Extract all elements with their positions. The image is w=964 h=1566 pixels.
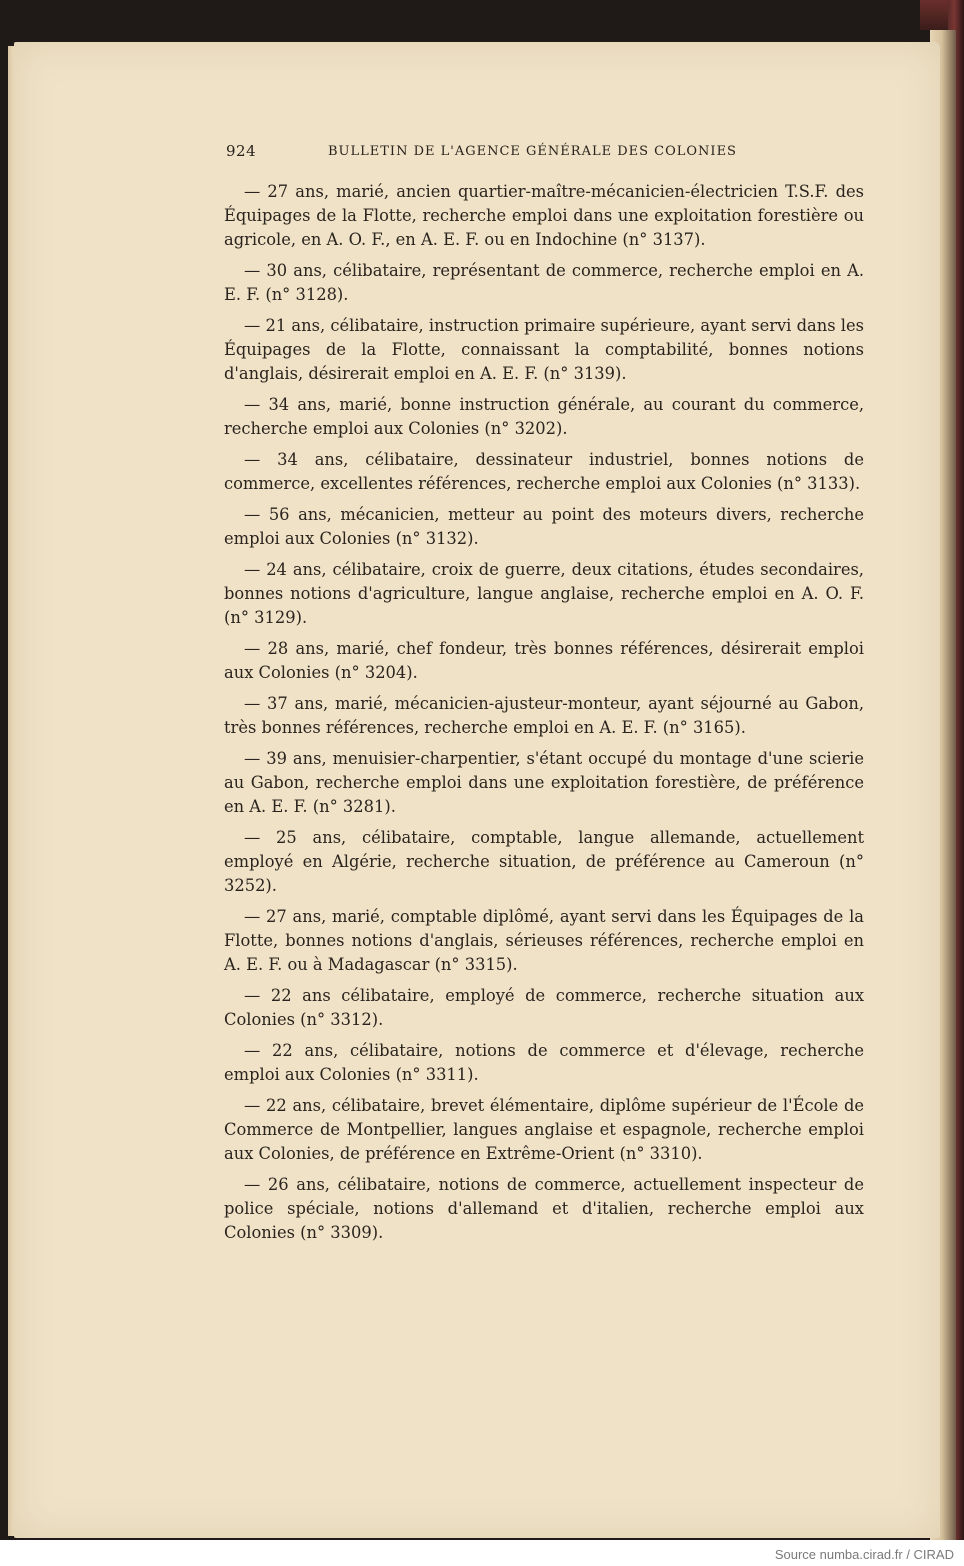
listing-entry: — 21 ans, célibataire, instruction primaire supérieure, ayant servi dans les Équipages de la Flotte, connaissant la comptabilité, bonnes notions d'anglais, désirerait emploi en A. E. F. (n° 3139). bbox=[224, 316, 864, 383]
listing-entry: — 34 ans, célibataire, dessinateur industriel, bonnes notions de commerce, excellentes références, recherche emploi aux Colonies (n° 3133). bbox=[224, 450, 864, 493]
page-number: 924 bbox=[226, 142, 257, 160]
listing-entry: — 27 ans, marié, ancien quartier-maître-mécanicien-électricien T.S.F. des Équipages de la Flotte, recherche emploi dans une exploitation forestière ou agricole, en A. O. F., en A. E. F. ou en Indochine (n° 3137). bbox=[224, 182, 864, 249]
listing-entry: — 26 ans, célibataire, notions de commerce, actuellement inspecteur de police spéciale, notions d'allemand et d'italien, recherche emploi aux Colonies (n° 3309). bbox=[224, 1175, 864, 1242]
listing-entry: — 34 ans, marié, bonne instruction générale, au courant du commerce, recherche emploi aux Colonies (n° 3202). bbox=[224, 395, 864, 438]
listing-entry: — 22 ans, célibataire, notions de commerce et d'élevage, recherche emploi aux Colonies (n° 3311). bbox=[224, 1041, 864, 1084]
listing-entry: — 28 ans, marié, chef fondeur, très bonnes références, désirerait emploi aux Colonies (n° 3204). bbox=[224, 639, 864, 682]
listing-entry: — 30 ans, célibataire, représentant de commerce, recherche emploi en A. E. F. (n° 3128). bbox=[224, 261, 864, 304]
listing-entry: — 37 ans, marié, mécanicien-ajusteur-monteur, ayant séjourné au Gabon, très bonnes références, recherche emploi en A. E. F. (n° 3165). bbox=[224, 694, 864, 737]
listing-entry: — 39 ans, menuisier-charpentier, s'étant occupé du montage d'une scierie au Gabon, recherche emploi dans une exploitation forestière, de préférence en A. E. F. (n° 3281). bbox=[224, 749, 864, 816]
listing-entry: — 22 ans célibataire, employé de commerce, recherche situation aux Colonies (n° 3312). bbox=[224, 986, 864, 1029]
source-credit: Source numba.cirad.fr / CIRAD bbox=[774, 1547, 954, 1562]
classified-listings bbox=[224, 180, 864, 1252]
listing-entry: — 27 ans, marié, comptable diplômé, ayant servi dans les Équipages de la Flotte, bonnes notions d'anglais, sérieuses références, recherche emploi en A. E. F. ou à Madagascar (n° 3315). bbox=[224, 907, 864, 974]
listing-entry: — 56 ans, mécanicien, metteur au point des moteurs divers, recherche emploi aux Colonies (n° 3132). bbox=[224, 505, 864, 548]
running-title: BULLETIN DE L'AGENCE GÉNÉRALE DES COLONIES bbox=[328, 144, 737, 159]
listing-entry: — 22 ans, célibataire, brevet élémentaire, diplôme supérieur de l'École de Commerce de Montpellier, langues anglaise et espagnole, recherche emploi aux Colonies, de préférence en Extrême-Orient (n° 3310). bbox=[224, 1096, 864, 1163]
listing-entry: — 25 ans, célibataire, comptable, langue allemande, actuellement employé en Algérie, recherche situation, de préférence au Cameroun (n° 3252). bbox=[224, 828, 864, 895]
running-header bbox=[212, 142, 772, 166]
listing-entry: — 24 ans, célibataire, croix de guerre, deux citations, études secondaires, bonnes notions d'agriculture, langue anglaise, recherche emploi en A. O. F. (n° 3129). bbox=[224, 560, 864, 627]
